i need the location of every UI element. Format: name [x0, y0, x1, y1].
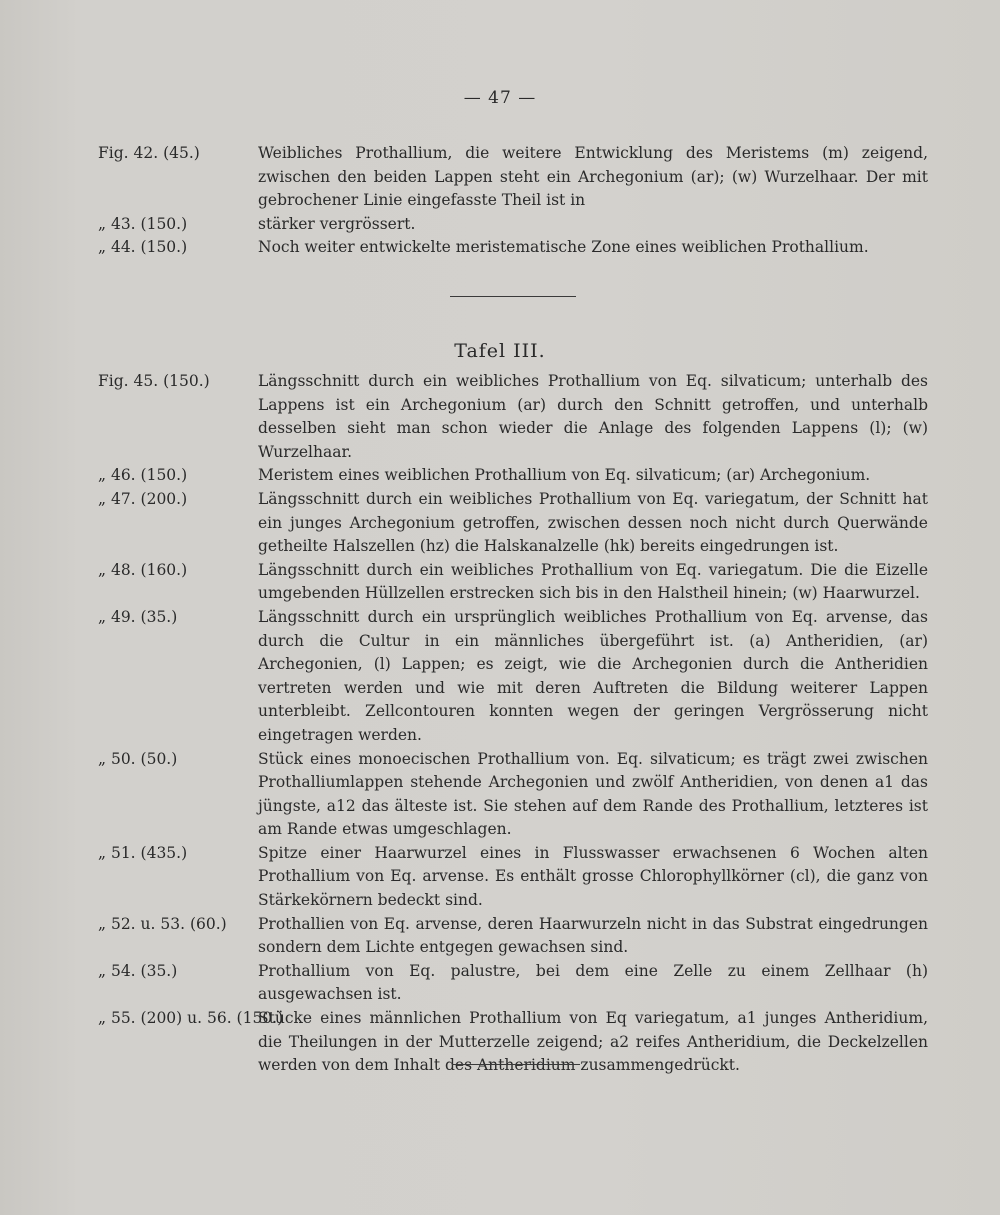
- figure-ref: „ 48. (160.): [98, 560, 188, 579]
- figure-entry: [98, 213, 928, 237]
- figure-ref: „ 44. (150.): [98, 238, 188, 257]
- figure-caption: Noch weiter entwickelte meristematische Zone eines weiblichen Prothallium.: [258, 238, 869, 257]
- figure-caption: Längsschnitt durch ein weibliches Prothallium von Eq. variegatum, der Schnitt hat ein junges Archegonium getroffen, zwischen dessen noch nicht durch Querwände getheilte Halszellen (hz) die Halskanalzelle (hk) bereits eingedrungen ist.: [258, 489, 928, 556]
- section-title: Tafel III.: [454, 340, 546, 362]
- figure-caption: Spitze einer Haarwurzel eines in Flusswasser erwachsenen 6 Wochen alten Prothallium von Eq. arvense. Es enthält grosse Chlorophyllkörner (cl), die ganz von Stärkekörnern bedeckt sind.: [258, 843, 928, 910]
- figure-caption: Prothallien von Eq. arvense, deren Haarwurzeln nicht in das Substrat eingedrungen sondern dem Lichte entgegen gewachsen sind.: [258, 914, 928, 957]
- figure-caption: Prothallium von Eq. palustre, bei dem eine Zelle zu einem Zellhaar (h) ausgewachsen ist.: [258, 961, 928, 1004]
- figure-entry: [98, 606, 928, 748]
- figure-entry: [98, 142, 928, 213]
- separator-rule: [450, 296, 576, 297]
- figure-entry: [98, 1007, 928, 1078]
- figure-ref: „ 43. (150.): [98, 214, 188, 233]
- figure-ref: „ 50. (50.): [98, 749, 178, 768]
- separator-rule: [452, 1064, 580, 1065]
- figure-ref: „ 46. (150.): [98, 466, 188, 485]
- figure-entry: [98, 488, 928, 559]
- figure-caption: Längsschnitt durch ein weibliches Prothallium von Eq. silvaticum; unterhalb des Lappens ist ein Archegonium (ar) durch den Schnitt getroffen, und unterhalb desselben sieht man schon wieder die Anlage des folgenden Lappens (l); (w) Wurzelhaar.: [258, 372, 928, 461]
- figure-list-bottom: [98, 370, 928, 1078]
- figure-entry: [98, 960, 928, 1007]
- figure-caption: Stück eines monoecischen Prothallium von. Eq. silvaticum; es trägt zwei zwischen Prothalliumlappen stehende Archegonien und zwölf Antheridien, von denen a1 das jüngste, a12 das älteste ist. Sie stehen auf dem Rande des Prothallium, letzteres ist am Rande etwas umgeschlagen.: [258, 749, 928, 839]
- figure-ref: „ 47. (200.): [98, 489, 188, 508]
- figure-entry: [98, 370, 928, 464]
- figure-caption: Meristem eines weiblichen Prothallium von Eq. silvaticum; (ar) Archegonium.: [258, 466, 871, 485]
- figure-entry: [98, 748, 928, 842]
- figure-ref: „ 49. (35.): [98, 607, 178, 626]
- figure-ref: Fig. 42. (45.): [98, 144, 200, 162]
- figure-entry: [98, 559, 928, 606]
- page-number: — 47 —: [463, 88, 537, 108]
- figure-ref: „ 51. (435.): [98, 843, 188, 862]
- figure-caption: Längsschnitt durch ein weibliches Prothallium von Eq. variegatum. Die die Eizelle umgebenden Hüllzellen erstrecken sich bis in den Halstheil hinein; (w) Haarwurzel.: [258, 560, 928, 603]
- figure-caption: Stücke eines männlichen Prothallium von Eq variegatum, a1 junges Antheridium, die Theilungen in der Mutterzelle zeigend; a2 reifes Antheridium, die Deckelzellen werden von dem Inhalt des Antheridium zusammengedrückt.: [258, 1009, 928, 1075]
- figure-entry: [98, 464, 928, 488]
- figure-caption: Längsschnitt durch ein ursprünglich weibliches Prothallium von Eq. arvense, das durch die Cultur in ein männliches übergeführt ist. (a) Antheridien, (ar) Archegonien, (l) Lappen; es zeigt, wie die Archegonien durch die Antheridien vertreten werden und wie mit deren Auftreten die Bildung weiterer Lappen unterbleibt. Zellcontouren konnten wegen der geringen Vergrösserung nicht eingetragen werden.: [258, 607, 928, 744]
- figure-entry: [98, 913, 928, 960]
- figure-ref: „ 55. (200) u. 56. (150.): [98, 1009, 284, 1028]
- figure-list-top: [98, 142, 928, 260]
- figure-ref: Fig. 45. (150.): [98, 372, 210, 390]
- figure-ref: „ 54. (35.): [98, 961, 178, 980]
- figure-entry: [98, 236, 928, 260]
- figure-entry: [98, 842, 928, 913]
- figure-caption: Weibliches Prothallium, die weitere Entwicklung des Meristems (m) zeigend, zwischen den beiden Lappen steht ein Archegonium (ar); (w) Wurzelhaar. Der mit gebrochener Linie eingefasste Theil ist in: [258, 144, 928, 210]
- figure-caption: stärker vergrössert.: [258, 214, 416, 233]
- figure-ref: „ 52. u. 53. (60.): [98, 914, 227, 933]
